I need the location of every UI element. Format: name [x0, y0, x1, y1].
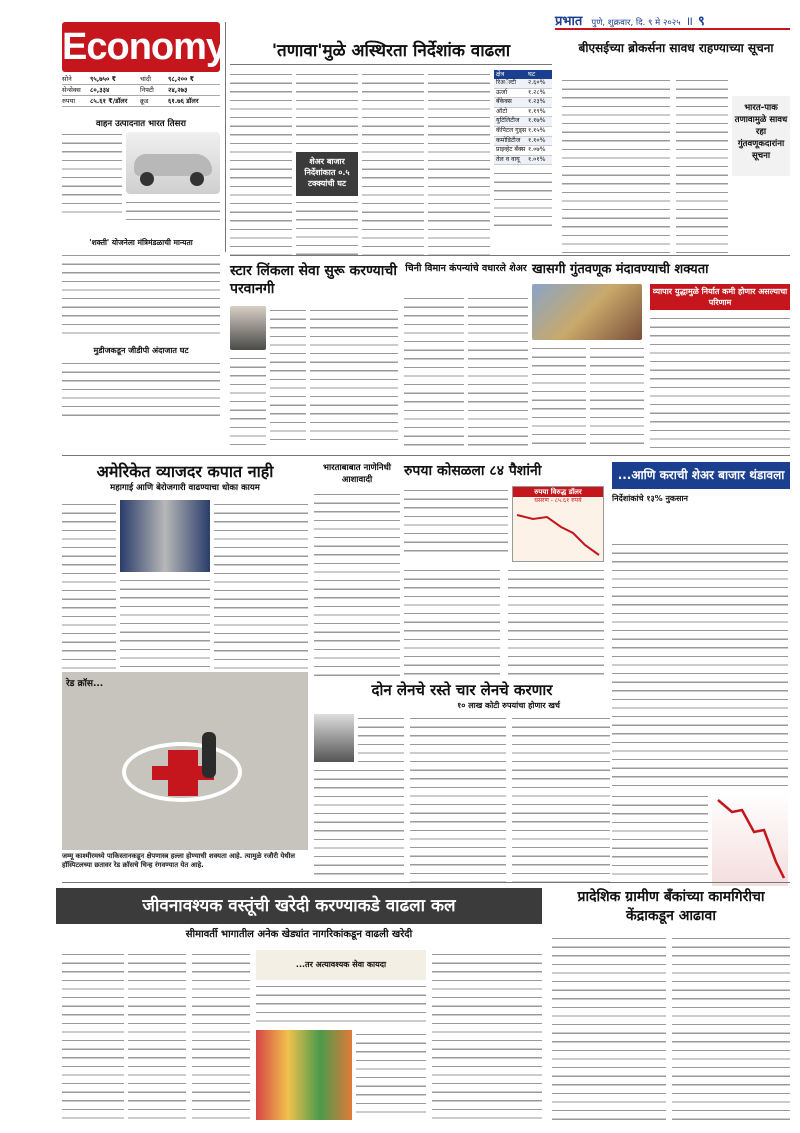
brand-logo: प्रभात	[555, 14, 583, 29]
story-rupee: रुपया कोसळला ८४ पैशांनी रुपया विरुद्ध डॉलर घसरण - ८५.६१ रुपये	[404, 462, 604, 480]
sector-row	[494, 156, 552, 166]
sector-name: कमोडिटीज	[496, 136, 521, 144]
sector-value: १.०७%	[528, 146, 546, 154]
sector-name: रिअॅल्टी	[496, 79, 516, 86]
essential-banner: जीवनावश्यक वस्तूंची खरेदी करण्याकडे वाढला कल	[56, 888, 542, 924]
sector-row	[494, 79, 552, 89]
section-title: Economy	[62, 22, 220, 72]
story-shakti: 'शक्ती' योजनेला मंत्रिमंडळाची मान्यता	[62, 238, 220, 341]
sector-name: ऑटो	[496, 107, 508, 115]
story-rural: प्रादेशिक ग्रामीण बँकांच्या कामगिरीचा केंद्राकडून आढावा	[552, 888, 790, 926]
story-private: खासगी गुंतवणूक मंदावण्याची शक्यता व्यापार युद्धामुळे निर्यात कमी होणार असल्याचा परिणाम	[532, 262, 790, 278]
sector-name: प्राइव्हेट बँक्स	[496, 146, 526, 154]
story-road: दोन लेनचे रस्ते चार लेनचे करणार १० लाख कोटी रुपयांचा होणार खर्च	[314, 680, 610, 711]
sector-name: तेल व वायू	[496, 155, 520, 163]
sector-row	[494, 108, 552, 118]
dateline: पुणे, शुक्रवार, दि. ९ मे २०२५	[591, 18, 681, 28]
car-photo	[126, 132, 220, 194]
page-header: प्रभात पुणे, शुक्रवार, दि. ९ मे २०२५ ॥ ९	[555, 10, 790, 30]
sector-row	[494, 98, 552, 108]
essential-box: ...तर अत्यावश्यक सेवा कायदा	[256, 950, 426, 980]
rupee-line	[513, 505, 603, 561]
sector-value: १.१७%	[528, 117, 546, 125]
sector-value: १.१५%	[528, 126, 546, 134]
story-starlink: स्टार लिंकला सेवा सुरू करण्याची परवानगी	[230, 262, 398, 298]
redcross-photo: रेड क्रॉस...	[62, 672, 308, 850]
sector-name: युटिलिटीज	[496, 117, 520, 125]
sector-row	[494, 137, 552, 147]
story-gdp: मुडीजकडून जीडीपी अंदाजात घट	[62, 345, 220, 419]
redcross-caption: जम्मू काश्मीरमध्ये पाकिस्तानकडून क्षेपणास्त्र हल्ला होण्याची शक्यता आहे. त्यामुळे रजौरी येथील हॉस्पिटलच्या छतावर रेड क्रॉसचे चिन्ह रंगवण्यात येत आहे.	[62, 852, 295, 869]
broker-aside: भारत-पाक तणावामुळे सावध रहा गुंतवणूकदारांना सूचना	[732, 96, 790, 176]
story-us: अमेरिकेत व्याजदर कपात नाही महागाई आणि बेरोजगारी वाढण्याचा धोका कायम	[62, 462, 308, 494]
karachi-chart	[712, 792, 788, 886]
sector-table: क्षेत्र घट रिअॅल्टी २.६०% ऊर्जा १.२८% बँकेक्स १.२३% ऑटो १.१९% युटिलिटीज १.१७% कॅपिटल गुड्स १.१५% कमोडिटीज १.१०% प्राइव्हेट बँक्स १.०७% तेल व वायू १.०१%	[494, 70, 552, 229]
sector-value: १.१०%	[528, 136, 546, 144]
sector-row	[494, 89, 552, 99]
story-imf: भारताबाबात नाणेनिधी आशावादी	[314, 462, 400, 680]
story-china: चिनी विमान कंपन्यांचे वधारले शेअर	[404, 262, 528, 275]
sector-value: १.२३%	[528, 98, 546, 106]
story-broker: बीएसईच्या ब्रोकर्सना सावध राहण्याच्या सूचना भारत-पाक तणावामुळे सावध रहा गुंतवणूकदारांना सूचना	[562, 40, 790, 56]
sector-row	[494, 127, 552, 137]
essential-sub: सीमावर्ती भागातील अनेक खेड्यांत नागरिकांकडून वाढली खरेदी	[185, 929, 413, 940]
sector-name: ऊर्जा	[496, 88, 508, 96]
sector-row	[494, 117, 552, 127]
sector-name: कॅपिटल गुड्स	[496, 126, 527, 134]
page-number: ९	[698, 14, 705, 29]
story-karachi: ...आणि कराची शेअर बाजार थंडावला निर्देशांकांचे १३% नुकसान	[612, 462, 790, 505]
story-vehicle: वाहन उत्पादनात भारत तिसरा	[62, 118, 220, 129]
share-box: शेअर बाजार निर्देशांकात ०.५ टक्क्यांची घट	[296, 152, 358, 196]
gadkari-photo	[314, 714, 354, 762]
powell-photo	[120, 500, 210, 572]
private-banner: व्यापार युद्धामुळे निर्यात कमी होणार असल्याचा परिणाम	[650, 284, 790, 310]
sector-value: २.६०%	[528, 79, 546, 86]
sector-value: १.२८%	[528, 88, 546, 96]
container-photo	[532, 284, 642, 340]
story-volatility: 'तणावा'मुळे अस्थिरता निर्देशांक वाढला शेअर बाजार निर्देशांकात ०.५ टक्क्यांची घट क्षेत्र घट रिअॅल्टी २.६०% ऊर्जा १.२८% बँकेक्स १.२३% ऑटो १.१९% युटिलिटीज १.१७% कॅपिटल गुड्स १.१५% कमोडिटीज १.१०% प्राइव्हेट बँक्स १.०७% तेल व वायू १.०१%	[230, 40, 552, 65]
market-table: सोने ९५,७५० ₹ चांदी ९८,२०० ₹ सेन्सेक्स ८०,३३४ निफ्टी २४,२७३ रुपया ८५.६१ ₹/डॉलर क्रूड ६१.७६ डॉलर	[62, 74, 220, 107]
sector-value: १.१९%	[528, 107, 546, 115]
sector-row	[494, 146, 552, 156]
musk-photo	[230, 306, 266, 350]
rupee-chart: रुपया विरुद्ध डॉलर घसरण - ८५.६१ रुपये	[512, 486, 604, 562]
grocery-photo	[256, 1030, 352, 1120]
sector-name: बँकेक्स	[496, 98, 512, 106]
sector-value: १.०१%	[528, 155, 546, 163]
